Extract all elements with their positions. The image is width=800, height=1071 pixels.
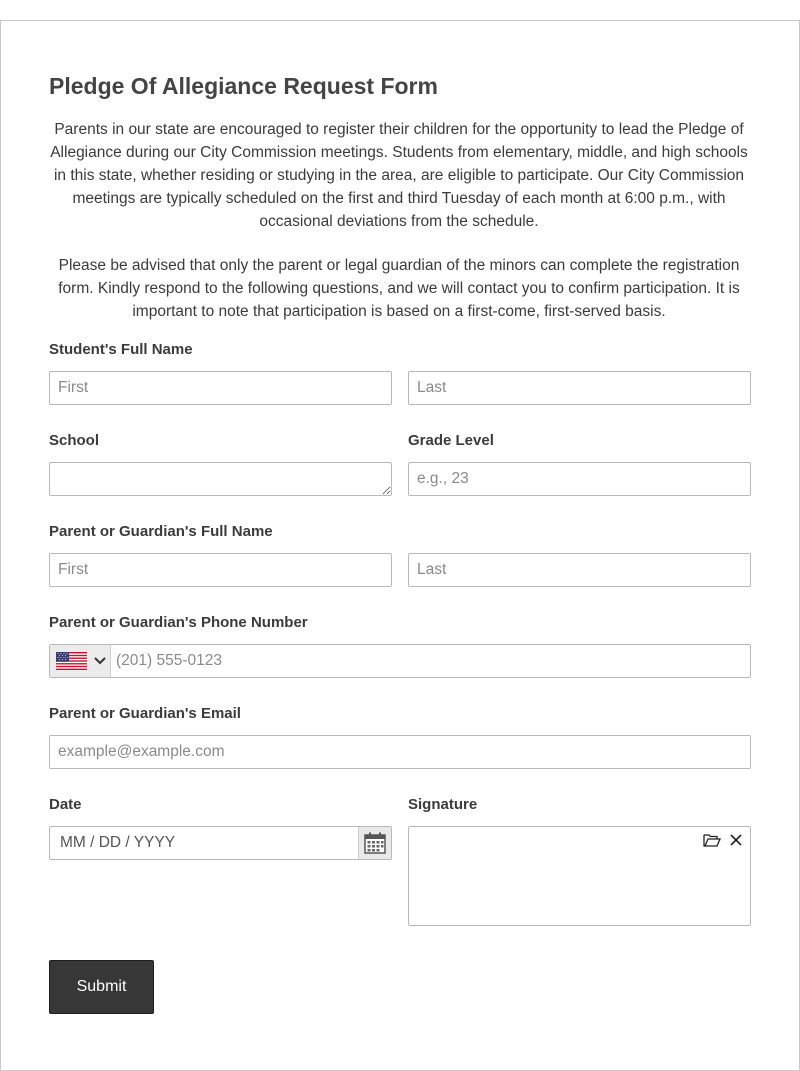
phone-field (49, 644, 751, 678)
signature-label: Signature (408, 796, 478, 813)
phone-input[interactable] (110, 645, 762, 677)
student-first-name-input[interactable] (49, 371, 392, 405)
grade-level-label: Grade Level (408, 432, 494, 449)
grade-level-input[interactable] (408, 462, 751, 496)
phone-label: Parent or Guardian's Phone Number (49, 614, 308, 631)
intro-paragraph-2: Please be advised that only the parent or legal guardian of the minors can complete the registration form. Kindly respond to the following questions, and we will contact you to confirm participation. It is important to note that participation is based on a first-come, first-served basis. (58, 257, 740, 320)
student-last-name-input[interactable] (408, 371, 751, 405)
parent-last-name-input[interactable] (408, 553, 751, 587)
close-icon[interactable] (726, 831, 746, 849)
intro-paragraph-1: Parents in our state are encouraged to register their children for the opportunity to lead the Pledge of Allegiance during our City Commission meetings. Students from elementary, middle, and high schools in this state, whether residing or studying in the area, are eligible to participate. Our City Commission meetings are typically scheduled on the first and third Tuesday of each month at 6:00 p.m., with occasional deviations from the schedule. (50, 121, 748, 230)
submit-button[interactable]: Submit (49, 960, 154, 1014)
folder-open-icon[interactable] (702, 831, 722, 849)
us-flag-icon (56, 652, 87, 670)
chevron-down-icon (94, 656, 106, 666)
school-label: School (49, 432, 100, 449)
date-field (49, 826, 392, 860)
calendar-icon (364, 832, 386, 854)
country-code-selector[interactable] (50, 645, 111, 677)
parent-first-name-input[interactable] (49, 553, 392, 587)
parent-name-label: Parent or Guardian's Full Name (49, 523, 273, 540)
student-name-label: Student's Full Name (49, 341, 193, 358)
email-label: Parent or Guardian's Email (49, 705, 241, 722)
signature-pad[interactable] (408, 826, 751, 926)
school-input[interactable] (49, 462, 392, 496)
date-input[interactable] (50, 827, 358, 859)
calendar-button[interactable] (358, 827, 391, 859)
form-title: Pledge Of Allegiance Request Form (49, 73, 438, 99)
date-label: Date (49, 796, 82, 813)
email-input[interactable] (49, 735, 751, 769)
